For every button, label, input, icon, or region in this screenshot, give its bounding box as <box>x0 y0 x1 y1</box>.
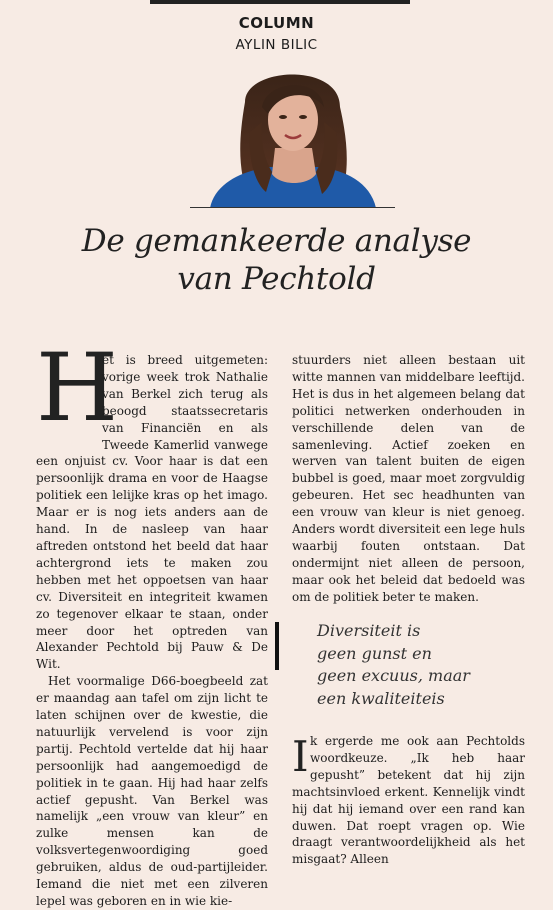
drop-cap: H <box>36 334 118 443</box>
drop-cap: I <box>292 732 309 781</box>
pullquote-line: geen excuus, maar <box>317 666 470 685</box>
headline-line-1: De gemankeerde analyse <box>81 223 472 259</box>
article-column-2 <box>292 352 525 606</box>
article-column-2-continued <box>292 733 525 868</box>
section-kicker: COLUMN <box>238 14 315 32</box>
author-name: AYLIN BILIC <box>235 37 318 53</box>
headline <box>40 222 513 298</box>
pullquote <box>275 620 515 710</box>
paragraph <box>292 733 525 868</box>
paragraph <box>36 334 268 673</box>
paragraph-text: k ergerde me ook aan Pechtolds woordkeuze. „Ik heb haar gepusht” betekent dat hij zijn machtsinvloed erkent. Kennelijk vindt hij dat hij iemand over een rand kan duwen. Dat roept vragen op. Wie draagt verantwoordelijkheid als het misgaat? Alleen <box>292 734 525 867</box>
top-rule <box>150 0 410 4</box>
paragraph-text: et is breed uitgemeten: vorige week trok Nathalie van Berkel zich terug als beoogd staatssecretaris van Financiën en als Tweede Kamerlid vanwege een onjuist cv. Voor haar is dat een persoonlijk drama en voor de Haagse politiek een lelijke kras op het imago. Maar er is nog iets anders aan de hand. In de nasleep van haar aftreden ontstond het beeld dat haar achtergrond iets te maken zou hebben met het oppoetsen van haar cv. Diversiteit en integriteit kwamen zo tegenover elkaar te staan, onder meer door het optreden van Alexander Pechtold bij Pauw & De Wit. <box>36 353 268 672</box>
headline-line-2: van Pechtold <box>177 261 376 297</box>
author-portrait <box>190 62 395 208</box>
paragraph: Het voormalige D66-boegbeeld zat er maandag aan tafel om zijn licht te laten schijnen over de kwestie, die natuurlijk vervelend is voor zijn partij. Pechtold vertelde dat hij haar persoonlijk had aangemoedigd de politiek in te gaan. Hij had haar zelfs actief gepusht. Van Berkel was namelijk „een vrouw van kleur” en zulke mensen kan de volksvertegenwoordiging goed gebruiken, aldus de oud-partijleider. Iemand die niet met een zilveren lepel was geboren en in wie kie- <box>36 674 268 908</box>
pullquote-line: Diversiteit is <box>317 621 421 640</box>
paragraph: stuurders niet alleen bestaan uit witte mannen van middelbare leeftijd. Het is dus in het algemeen belang dat politici netwerken onderhouden in verschillende delen van de samenleving. Actief zoeken en werven van talent buiten de eigen bubbel is goed, maar moet zorgvuldig gebeuren. Het sec headhunten van een vrouw van kleur is niet genoeg. Anders wordt diversiteit een lege huls waarbij fouten ontstaan. Dat ondermijnt niet alleen de persoon, maar ook het beleid dat bedoeld was om de politiek beter te maken. <box>292 353 525 604</box>
pullquote-line: geen gunst en <box>317 643 432 663</box>
pullquote-line: een kwaliteiteis <box>317 688 445 708</box>
portrait-rule <box>190 207 395 208</box>
article-column-1 <box>36 334 268 910</box>
